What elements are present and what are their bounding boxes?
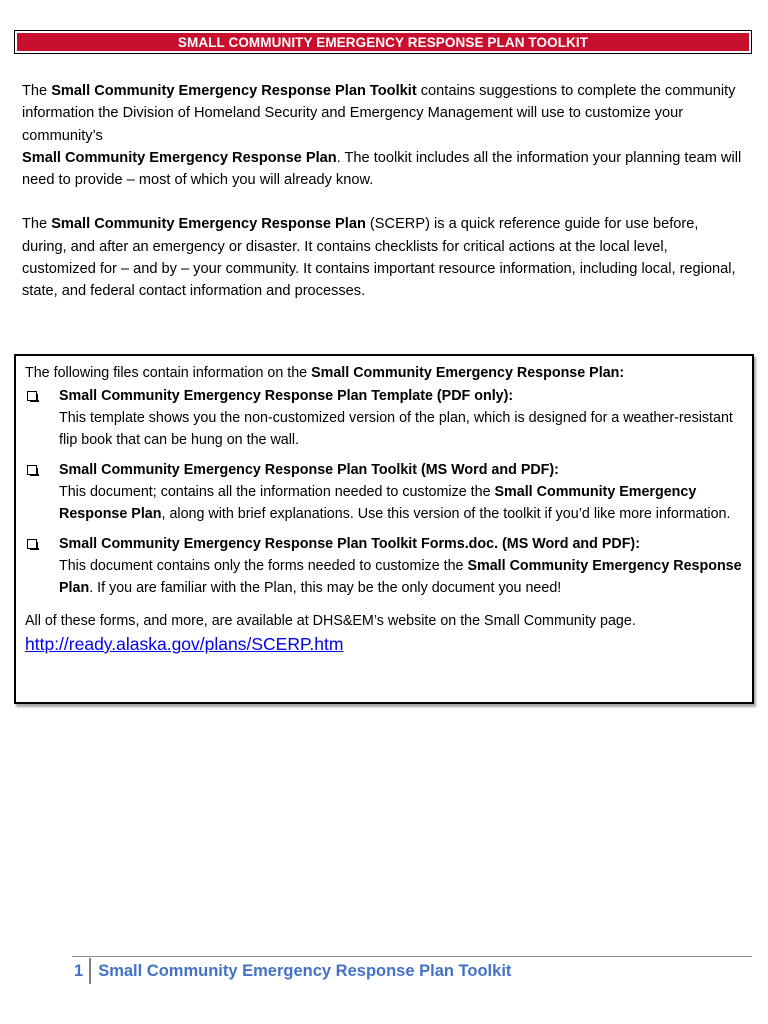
intro-section xyxy=(22,80,744,303)
title-banner-fill xyxy=(17,33,749,51)
intro-paragraph-2 xyxy=(22,213,744,302)
file-item-desc-end: , along with brief explanations. Use this version of the toolkit if you’d like more information. xyxy=(161,506,731,522)
file-item-toolkit xyxy=(25,459,742,525)
file-item-desc: This template shows you the non-customized version of the plan, which is designed for a weather-resistant flip book that can be hung on the wall. xyxy=(59,410,733,448)
intro-p2-text-2: (SCERP) is a quick reference guide for use before, during, and after an emergency or disaster. It contains checklists for critical actions at the local level, customized for – and by – your community. It contains important resource information, including local, regional, state, and federal contact information and processes. xyxy=(22,216,736,300)
file-item-desc: This document; contains all the information needed to customize the xyxy=(59,484,495,500)
files-box-footer xyxy=(25,610,742,657)
scerp-website-link[interactable]: http://ready.alaska.gov/plans/SCERP.htm xyxy=(25,634,344,654)
files-info-box xyxy=(14,354,754,704)
files-box-footer-text: All of these forms, and more, are available at DHS&EM’s website on the Small Community page. xyxy=(25,613,636,629)
file-item-body xyxy=(59,385,742,451)
file-item-title: Small Community Emergency Response Plan Toolkit Forms.doc. (MS Word and PDF): xyxy=(59,536,640,552)
files-box-lead xyxy=(25,362,742,384)
file-item-desc-bold: Small Community Emergency Response Plan xyxy=(59,484,697,522)
checkbox-icon xyxy=(27,539,37,549)
intro-p1-text-3: . The toolkit includes all the information your planning team will need to provide – most of which you will already know. xyxy=(22,149,742,189)
page-title: SMALL COMMUNITY EMERGENCY RESPONSE PLAN TOOLKIT xyxy=(177,34,589,50)
checkbox-icon xyxy=(27,465,37,475)
checkbox-icon xyxy=(27,391,37,401)
file-item-desc-bold: Small Community Emergency Response Plan xyxy=(59,558,742,596)
files-box-lead-bold: Small Community Emergency Response Plan: xyxy=(311,365,625,381)
page-number: 1 xyxy=(74,961,84,980)
title-banner xyxy=(14,30,752,54)
file-item-title: Small Community Emergency Response Plan Template (PDF only): xyxy=(59,388,514,404)
file-item-desc-end: . If you are familiar with the Plan, this may be the only document you need! xyxy=(89,580,562,596)
file-item-forms xyxy=(25,533,742,599)
files-box-lead-text: The following files contain information on the xyxy=(25,365,312,381)
footer-title: Small Community Emergency Response Plan Toolkit xyxy=(98,961,512,980)
file-item-body xyxy=(59,459,742,525)
intro-paragraph-1 xyxy=(22,80,744,191)
file-item-title: Small Community Emergency Response Plan Toolkit (MS Word and PDF): xyxy=(59,462,559,478)
file-item-desc: This document contains only the forms needed to customize the xyxy=(59,558,468,574)
intro-p1-bold-2: Small Community Emergency Response Plan xyxy=(22,149,337,166)
intro-p1-bold-1: Small Community Emergency Response Plan Toolkit xyxy=(51,83,417,99)
file-item-template xyxy=(25,385,742,451)
intro-p2-text-1: The xyxy=(22,216,52,233)
intro-p1-text-1: The xyxy=(22,83,52,99)
file-item-body xyxy=(59,533,742,599)
footer-divider xyxy=(72,956,752,957)
intro-p2-bold-1: Small Community Emergency Response Plan xyxy=(51,216,366,233)
intro-p1-text-2: contains suggestions to complete the community information the Division of Homeland Security and Emergency Management will use to customize your community’s xyxy=(22,83,736,144)
footer-separator xyxy=(89,958,91,984)
page-footer xyxy=(74,958,511,984)
